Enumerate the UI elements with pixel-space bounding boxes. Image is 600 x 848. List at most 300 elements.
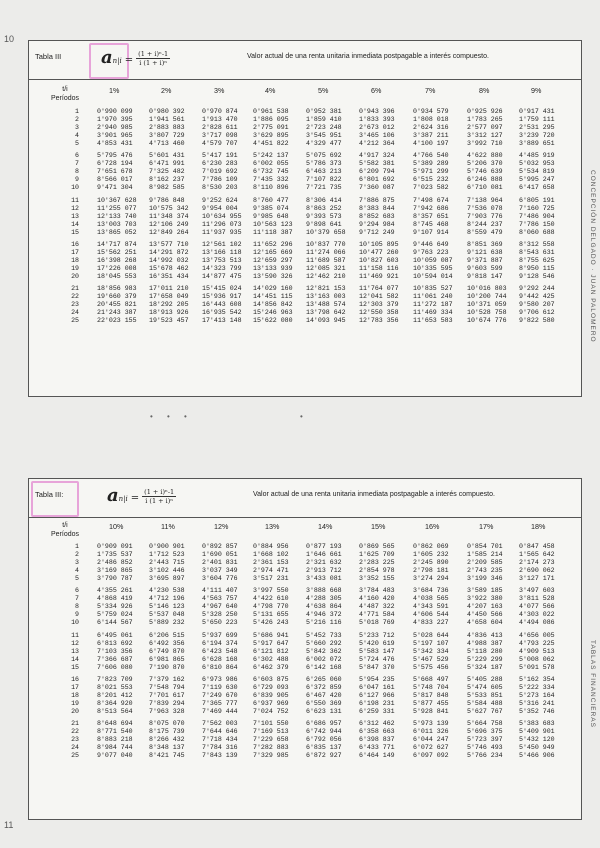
value-cell: 14'451 115: [253, 293, 293, 301]
value-cell: 3'199 346: [467, 575, 503, 583]
value-cell: 2'577 097: [467, 124, 503, 132]
value-cell: 9'763 223: [413, 248, 449, 256]
highlight-mark: [31, 481, 79, 517]
value-cell: 6'463 213: [306, 168, 342, 176]
value-cell: 6'729 093: [253, 683, 289, 691]
side-running-head-top: CONCEPCIÓN DELGADO · JUAN PALOMERO: [589, 170, 596, 343]
formula-fraction: $\frac{\text{(1 + i)ⁿ-1}}{\text{i (1 + i)ⁿ}}$: [138, 50, 169, 67]
period-cell: 23: [71, 736, 79, 744]
value-cell: 14'717 874: [97, 240, 137, 248]
value-cell: 5'842 362: [306, 647, 342, 655]
value-cell: 5'954 235: [359, 675, 395, 683]
value-cell: 8'771 540: [97, 728, 133, 736]
table-row: [29, 575, 581, 582]
value-cell: 5'627 767: [467, 707, 503, 715]
ti-label: t/i Períodos: [51, 86, 80, 102]
value-cell: 0'980 392: [149, 108, 185, 115]
table-row: [29, 176, 581, 183]
rate-header: 6%: [371, 86, 382, 95]
value-cell: 0'854 701: [467, 543, 503, 550]
value-cell: 12'561 102: [202, 240, 242, 248]
table-row: [29, 559, 581, 566]
value-cell: 3'901 965: [97, 132, 133, 140]
value-cell: 8'760 477: [253, 196, 289, 204]
rate-header: 10%: [109, 522, 124, 531]
value-cell: 7'942 686: [413, 204, 449, 212]
period-cell: 3: [75, 559, 79, 567]
value-cell: 6'710 081: [467, 184, 503, 192]
page-number-top: 10: [4, 34, 15, 44]
value-cell: 1'668 102: [253, 551, 289, 559]
rate-header: 13%: [265, 522, 280, 531]
value-cell: 4'487 322: [359, 603, 395, 611]
value-cell: 7'019 692: [202, 168, 238, 176]
value-cell: 3'169 865: [97, 567, 133, 575]
value-cell: 8'175 739: [149, 728, 185, 736]
ti-label: t/i Períodos: [51, 522, 80, 538]
value-cell: 4'836 413: [467, 631, 503, 639]
value-cell: 12'041 582: [359, 293, 399, 301]
formula: an|i = $\frac{\text{(1 + i)ⁿ-1}}{\text{i (1 + i)ⁿ}}$: [101, 47, 169, 68]
table-row: [29, 700, 581, 707]
table-description: Valor actual de una renta unitaria inmediata postpagable a interés compuesto.: [247, 53, 489, 60]
table-row: [29, 567, 581, 574]
value-cell: 8'348 137: [149, 744, 185, 752]
period-cell: 4: [75, 132, 79, 140]
value-cell: 12'303 379: [359, 301, 399, 309]
value-cell: 5'650 223: [202, 619, 238, 627]
table-row: [29, 619, 581, 626]
value-cell: 22'023 155: [97, 317, 137, 325]
value-cell: 5'342 334: [413, 647, 449, 655]
value-cell: 2'321 632: [306, 559, 342, 567]
value-cell: 8'566 017: [97, 176, 133, 184]
value-cell: 7'160 725: [519, 204, 555, 212]
rate-header: 8%: [479, 86, 490, 95]
value-cell: 0'862 069: [413, 543, 449, 550]
table-row: [29, 676, 581, 683]
value-cell: 9'985 648: [253, 212, 289, 220]
value-cell: 8'421 745: [149, 752, 185, 760]
value-cell: 6'121 812: [253, 647, 289, 655]
value-cell: 7'701 617: [149, 691, 185, 699]
value-cell: 5'328 250: [202, 611, 238, 619]
period-cell: 10: [71, 184, 79, 192]
value-cell: 5'889 232: [149, 619, 185, 627]
value-cell: 15'246 963: [253, 309, 293, 317]
value-cell: 11'469 334: [413, 309, 453, 317]
value-cell: 9'371 887: [467, 256, 503, 264]
table-row: [29, 197, 581, 204]
value-cell: 7'786 109: [202, 176, 238, 184]
value-cell: 13'133 939: [253, 264, 293, 272]
value-cell: 8'883 218: [97, 736, 133, 744]
value-cell: 6'072 627: [413, 744, 449, 752]
value-cell: 11'274 066: [306, 248, 346, 256]
period-cell: 20: [71, 707, 79, 715]
rate-header: 14%: [318, 522, 333, 531]
value-cell: 5'847 370: [359, 663, 395, 671]
value-cell: 5'417 191: [202, 152, 238, 160]
value-cell: 10'827 603: [359, 256, 399, 264]
period-cell: 19: [71, 699, 79, 707]
rate-header: 7%: [425, 86, 436, 95]
value-cell: 4'160 420: [359, 595, 395, 603]
value-cell: 6'749 870: [149, 647, 185, 655]
value-cell: 2'531 295: [519, 124, 555, 132]
formula: an|i = $\frac{\text{(1 + i)ⁿ-1}}{\text{i (1 + i)ⁿ}}$: [107, 485, 175, 506]
value-cell: 10'200 744: [467, 293, 507, 301]
value-cell: 8'201 412: [97, 691, 133, 699]
table-row: [29, 720, 581, 727]
value-cell: 10'835 527: [413, 285, 453, 292]
value-cell: 6'127 966: [359, 691, 395, 699]
value-cell: 15'936 917: [202, 293, 242, 301]
period-cell: 5: [75, 575, 79, 583]
value-cell: 3'465 106: [359, 132, 395, 140]
value-cell: 3'545 951: [306, 132, 342, 140]
value-cell: 7'023 582: [413, 184, 449, 192]
value-cell: 7'839 294: [149, 699, 185, 707]
value-cell: 18'856 983: [97, 285, 137, 292]
value-cell: 3'811 528: [519, 595, 555, 603]
value-cell: 3'922 380: [467, 595, 503, 603]
value-cell: 10'016 803: [467, 285, 507, 292]
value-cell: 8'383 844: [359, 204, 395, 212]
table-row: [29, 229, 581, 236]
value-cell: 4'579 707: [202, 140, 238, 148]
value-cell: 8'982 585: [149, 184, 185, 192]
value-cell: 3'037 349: [202, 567, 238, 575]
period-cell: 18: [71, 691, 79, 699]
value-cell: 5'668 497: [413, 675, 449, 683]
value-cell: 2'828 611: [202, 124, 238, 132]
value-cell: 12'821 153: [306, 285, 346, 292]
period-cell: 5: [75, 140, 79, 148]
value-cell: 2'690 062: [519, 567, 555, 575]
value-cell: 3'352 155: [359, 575, 395, 583]
value-cell: 3'604 776: [202, 575, 238, 583]
rate-header: 5%: [318, 86, 329, 95]
value-cell: 0'925 926: [467, 108, 503, 115]
table-row: [29, 752, 581, 759]
value-cell: 5'018 769: [359, 619, 395, 627]
value-cell: 9'385 074: [253, 204, 289, 212]
value-cell: 5'537 048: [149, 611, 185, 619]
value-cell: 3'784 483: [359, 587, 395, 595]
value-cell: 5'273 164: [519, 691, 555, 699]
table-row: [29, 213, 581, 220]
value-cell: 7'651 678: [97, 168, 133, 176]
value-cell: 10'674 776: [467, 317, 507, 325]
value-cell: 6'728 194: [97, 160, 133, 168]
value-cell: 8'559 479: [467, 228, 503, 236]
value-cell: 10'335 595: [413, 264, 453, 272]
table-row: [29, 648, 581, 655]
value-cell: 7'606 080: [97, 663, 133, 671]
value-cell: 6'194 374: [202, 639, 238, 647]
value-cell: 12'085 321: [306, 264, 346, 272]
value-cell: 5'452 733: [306, 631, 342, 639]
value-cell: 2'798 181: [413, 567, 449, 575]
value-cell: 1'625 709: [359, 551, 395, 559]
value-cell: 14'029 160: [253, 285, 293, 292]
value-cell: 17'658 049: [149, 293, 189, 301]
value-cell: 2'624 316: [413, 124, 449, 132]
value-cell: 6'011 326: [413, 728, 449, 736]
value-cell: 6'312 462: [359, 720, 395, 727]
value-cell: 8'357 651: [413, 212, 449, 220]
value-cell: 9'706 612: [519, 309, 555, 317]
value-cell: 7'169 513: [253, 728, 289, 736]
value-cell: 9'603 599: [467, 264, 503, 272]
value-cell: 9'580 207: [519, 301, 555, 309]
value-cell: 5'660 292: [306, 639, 342, 647]
value-cell: 7'823 709: [97, 675, 133, 683]
table-row: [29, 116, 581, 123]
value-cell: 7'721 735: [306, 184, 342, 192]
value-cell: 8'312 558: [519, 240, 555, 248]
value-cell: 0'884 956: [253, 543, 289, 550]
value-cell: 9'121 638: [467, 248, 503, 256]
value-cell: 3'629 895: [253, 132, 289, 140]
value-cell: 5'686 941: [253, 631, 289, 639]
value-cell: 5'405 288: [467, 675, 503, 683]
value-cell: 4'793 225: [519, 639, 555, 647]
value-cell: 8'530 203: [202, 184, 238, 192]
value-cell: 6'805 191: [519, 196, 555, 204]
value-cell: 15'622 080: [253, 317, 293, 325]
value-cell: 7'786 150: [519, 220, 555, 228]
value-cell: 6'495 061: [97, 631, 133, 639]
value-cell: 6'144 567: [97, 619, 133, 627]
value-cell: 4'111 407: [202, 587, 238, 595]
value-cell: 12'849 264: [149, 228, 189, 236]
value-cell: 3'102 446: [149, 567, 185, 575]
table-row: [29, 221, 581, 228]
period-cell: 18: [71, 256, 79, 264]
period-cell: 24: [71, 744, 79, 752]
period-cell: 2: [75, 551, 79, 559]
value-cell: 12'106 249: [149, 220, 189, 228]
value-cell: 5'324 187: [467, 663, 503, 671]
period-cell: 15: [71, 663, 79, 671]
period-cell: 16: [71, 675, 79, 683]
value-cell: 5'746 639: [467, 168, 503, 176]
table-row: [29, 168, 581, 175]
value-cell: 9'252 624: [202, 196, 238, 204]
value-cell: 4'303 022: [519, 611, 555, 619]
value-cell: 7'498 674: [413, 196, 449, 204]
table-label: Tabla III:: [35, 490, 64, 499]
page-number-bottom: 11: [4, 820, 14, 830]
value-cell: 5'533 851: [467, 691, 503, 699]
rate-header: 16%: [425, 522, 440, 531]
value-cell: 7'103 356: [97, 647, 133, 655]
value-cell: 1'565 642: [519, 551, 555, 559]
value-cell: 6'302 488: [253, 655, 289, 663]
value-cell: 5'229 299: [467, 655, 503, 663]
value-cell: 4'563 757: [202, 595, 238, 603]
table-sheet: [28, 40, 582, 397]
value-cell: 5'696 375: [467, 728, 503, 736]
value-cell: 6'206 515: [149, 631, 185, 639]
value-cell: 3'127 171: [519, 575, 555, 583]
period-cell: 3: [75, 124, 79, 132]
table-row: [29, 184, 581, 191]
rate-header: 17%: [479, 522, 494, 531]
value-cell: 4'450 566: [467, 611, 503, 619]
table-row: [29, 708, 581, 715]
value-cell: 8'950 115: [519, 264, 555, 272]
value-cell: 6'810 864: [202, 663, 238, 671]
value-cell: 11'652 296: [253, 240, 293, 248]
value-cell: 8'306 414: [306, 196, 342, 204]
value-cell: 3'695 897: [149, 575, 185, 583]
table-row: [29, 744, 581, 751]
value-cell: 6'801 692: [359, 176, 395, 184]
value-cell: 4'917 324: [359, 152, 395, 160]
value-cell: 1'833 393: [359, 116, 395, 124]
value-cell: 11'653 583: [413, 317, 453, 325]
table-row: [29, 285, 581, 292]
value-cell: 5'242 137: [253, 152, 289, 160]
value-cell: 6'813 692: [97, 639, 133, 647]
value-cell: 10'477 260: [359, 248, 399, 256]
period-cell: 6: [75, 587, 79, 595]
value-cell: 5'032 953: [519, 160, 555, 168]
value-cell: 4'853 431: [97, 140, 133, 148]
table-row: [29, 640, 581, 647]
value-cell: 7'190 870: [149, 663, 185, 671]
period-cell: 4: [75, 567, 79, 575]
value-cell: 2'723 248: [306, 124, 342, 132]
value-cell: 17'011 210: [149, 285, 189, 292]
value-cell: 6'550 369: [306, 699, 342, 707]
value-cell: 6'464 149: [359, 752, 395, 760]
value-cell: 0'952 381: [306, 108, 342, 115]
table-sheet: [28, 478, 582, 820]
value-cell: 7'024 752: [253, 707, 289, 715]
value-cell: 2'245 890: [413, 559, 449, 567]
value-cell: 5'746 493: [467, 744, 503, 752]
value-cell: 4'658 604: [467, 619, 503, 627]
value-cell: 7'886 875: [359, 196, 395, 204]
value-cell: 7'469 444: [202, 707, 238, 715]
value-cell: 3'387 211: [413, 132, 449, 140]
side-running-head-bottom: TABLAS FINANCIERAS: [589, 640, 596, 728]
value-cell: 6'259 331: [359, 707, 395, 715]
value-cell: 3'433 081: [306, 575, 342, 583]
value-cell: 8'266 432: [149, 736, 185, 744]
value-cell: 8'110 896: [253, 184, 289, 192]
period-cell: 13: [71, 647, 79, 655]
value-cell: 5'197 107: [413, 639, 449, 647]
value-cell: 4'967 640: [202, 603, 238, 611]
period-cell: 7: [75, 595, 79, 603]
period-cell: 1: [75, 543, 79, 550]
value-cell: 9'107 914: [413, 228, 449, 236]
value-cell: 5'466 906: [519, 752, 555, 760]
value-cell: 5'817 848: [413, 691, 449, 699]
value-cell: 10'528 758: [467, 309, 507, 317]
value-cell: 8'021 553: [97, 683, 133, 691]
value-cell: 6'471 991: [149, 160, 185, 168]
value-cell: 5'766 234: [467, 752, 503, 760]
value-cell: 6'002 055: [253, 160, 289, 168]
value-cell: 7'963 328: [149, 707, 185, 715]
value-cell: 6'047 161: [359, 683, 395, 691]
table-row: [29, 152, 581, 159]
value-cell: 3'807 729: [149, 132, 185, 140]
value-cell: 6'839 905: [253, 691, 289, 699]
period-cell: 17: [71, 248, 79, 256]
value-cell: 6'973 986: [202, 675, 238, 683]
value-cell: 12'783 356: [359, 317, 399, 325]
rate-header: 9%: [531, 86, 542, 95]
table-row: [29, 603, 581, 610]
rate-header: 12%: [214, 522, 229, 531]
value-cell: 4'212 364: [359, 140, 395, 148]
value-cell: 5'146 123: [149, 603, 185, 611]
value-cell: 1'735 537: [97, 551, 133, 559]
value-cell: 6'462 379: [253, 663, 289, 671]
value-cell: 7'536 078: [467, 204, 503, 212]
value-cell: 14'877 475: [202, 272, 242, 280]
value-cell: 2'743 235: [467, 567, 503, 575]
value-cell: 2'854 978: [359, 567, 395, 575]
period-cell: 1: [75, 108, 79, 115]
value-cell: 6'358 663: [359, 728, 395, 736]
period-cell: 2: [75, 116, 79, 124]
value-cell: 6'492 356: [149, 639, 185, 647]
rate-header: 3%: [214, 86, 225, 95]
value-cell: 11'118 387: [253, 228, 293, 236]
value-cell: 7'282 883: [253, 744, 289, 752]
value-cell: 12'462 210: [306, 272, 346, 280]
value-cell: 3'888 668: [306, 587, 342, 595]
value-cell: 5'352 746: [519, 707, 555, 715]
rate-header: 18%: [531, 522, 546, 531]
value-cell: 6'002 072: [306, 655, 342, 663]
value-cell: 9'822 580: [519, 317, 555, 325]
value-cell: 5'008 062: [519, 655, 555, 663]
value-cell: 3'517 231: [253, 575, 289, 583]
value-cell: 11'348 374: [149, 212, 189, 220]
value-cell: 0'909 091: [97, 543, 133, 550]
value-cell: 16'398 268: [97, 256, 137, 264]
value-cell: 2'775 091: [253, 124, 289, 132]
value-cell: 9'786 848: [149, 196, 185, 204]
value-cell: 7'107 822: [306, 176, 342, 184]
value-cell: 4'077 566: [519, 603, 555, 611]
value-cell: 6'044 247: [413, 736, 449, 744]
value-cell: 10'634 955: [202, 212, 242, 220]
value-cell: 0'917 431: [519, 108, 555, 115]
value-cell: 9'471 304: [97, 184, 133, 192]
value-cell: 4'343 591: [413, 603, 449, 611]
period-cell: 12: [71, 204, 79, 212]
value-cell: 2'283 225: [359, 559, 395, 567]
value-cell: 2'209 585: [467, 559, 503, 567]
period-cell: 13: [71, 212, 79, 220]
value-cell: 7'644 646: [202, 728, 238, 736]
value-cell: 7'843 139: [202, 752, 238, 760]
value-cell: 16'443 608: [202, 301, 242, 309]
value-cell: 5'389 289: [413, 160, 449, 168]
value-cell: 5'748 704: [413, 683, 449, 691]
value-cell: 5'584 488: [467, 699, 503, 707]
